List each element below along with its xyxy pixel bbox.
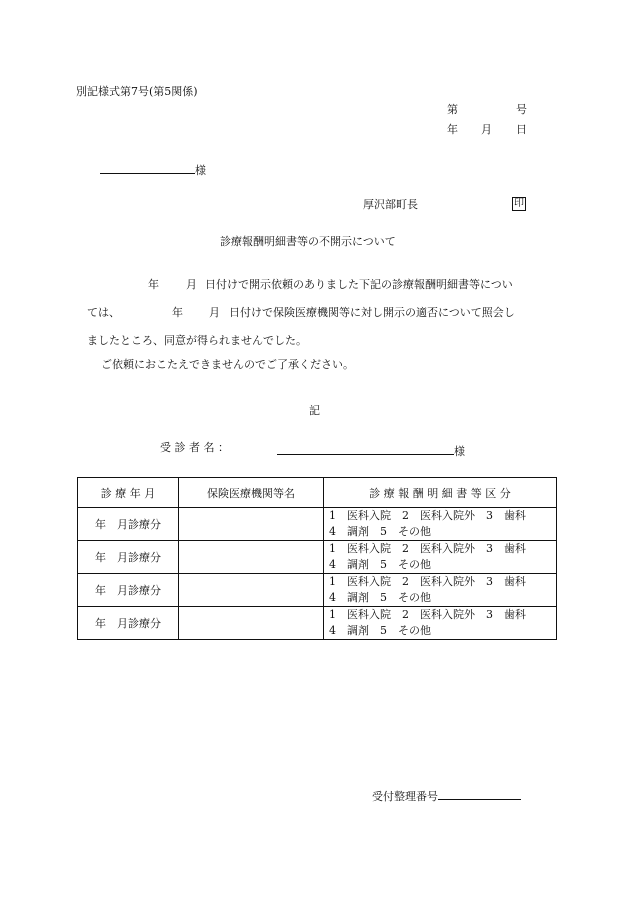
category-options-line2: 4 調剤 5 その他 — [329, 624, 431, 637]
recipient-suffix: 様 — [195, 164, 206, 177]
category-options-line2: 4 調剤 5 その他 — [329, 525, 431, 538]
category-cell — [324, 508, 557, 541]
body-line4: ご依頼におこたえできませんのでご了承ください。 — [101, 358, 354, 371]
category-options-line1: 1 医科入院 2 医科入院外 3 歯科 — [329, 575, 526, 588]
category-options-line1: 1 医科入院 2 医科入院外 3 歯科 — [329, 608, 526, 621]
institution-cell — [179, 607, 324, 640]
body-line2-month: 月 — [209, 306, 220, 319]
body-line1-text: 日付けで開示依頼のありました下記の診療報酬明細書等につい — [205, 278, 513, 291]
category-options-line2: 4 調剤 5 その他 — [329, 591, 431, 604]
form-identifier: 別記様式第7号(第5関係) — [76, 85, 198, 98]
category-cell — [324, 574, 557, 607]
receipt-number-blank — [438, 788, 521, 800]
statement-table — [77, 477, 557, 640]
body-line1-month: 月 — [186, 278, 197, 291]
treatment-month-cell: 年 月診療分 — [78, 541, 179, 574]
treatment-month-cell: 年 月診療分 — [78, 508, 179, 541]
header-statement-category: 診 療 報 酬 明 細 書 等 区 分 — [324, 478, 557, 508]
institution-cell — [179, 541, 324, 574]
patient-line — [277, 442, 465, 457]
institution-cell — [179, 574, 324, 607]
body-line3: ましたところ、同意が得られませんでした。 — [87, 334, 307, 347]
category-options-line1: 1 医科入院 2 医科入院外 3 歯科 — [329, 542, 526, 555]
table-row — [78, 607, 557, 640]
patient-name-blank — [277, 442, 454, 455]
body-line1-year: 年 — [148, 278, 159, 291]
body-line2-text: 日付けで保険医療機関等に対し開示の適否について照会し — [229, 306, 515, 319]
header-institution: 保険医療機関等名 — [179, 478, 324, 508]
table-row — [78, 508, 557, 541]
treatment-month-cell: 年 月診療分 — [78, 607, 179, 640]
recipient-blank — [100, 161, 195, 174]
treatment-month-cell: 年 月診療分 — [78, 574, 179, 607]
sender-name: 厚沢部町長 — [363, 198, 418, 211]
body-line2-start: ては、 — [87, 306, 120, 319]
patient-label: 受 診 者 名 ： — [160, 441, 229, 454]
date-day: 日 — [516, 123, 527, 136]
category-cell — [324, 607, 557, 640]
body-line2-year: 年 — [172, 306, 183, 319]
receipt-number-label: 受付整理番号 — [372, 790, 438, 803]
document-title: 診療報酬明細書等の不開示について — [220, 235, 396, 248]
table-header-row — [78, 478, 557, 508]
doc-number-prefix: 第 — [447, 103, 458, 116]
ki-heading: 記 — [309, 404, 320, 417]
header-treatment-month: 診 療 年 月 — [78, 478, 179, 508]
category-cell — [324, 541, 557, 574]
table-row — [78, 541, 557, 574]
date-year: 年 — [447, 123, 458, 136]
category-options-line1: 1 医科入院 2 医科入院外 3 歯科 — [329, 509, 526, 522]
institution-cell — [179, 508, 324, 541]
doc-number-suffix: 号 — [516, 103, 527, 116]
receipt-number-line — [372, 788, 521, 802]
seal-mark: 印 — [514, 198, 524, 209]
date-month: 月 — [481, 123, 492, 136]
table-row — [78, 574, 557, 607]
recipient-line — [100, 161, 206, 176]
category-options-line2: 4 調剤 5 その他 — [329, 558, 431, 571]
patient-suffix: 様 — [454, 445, 465, 458]
